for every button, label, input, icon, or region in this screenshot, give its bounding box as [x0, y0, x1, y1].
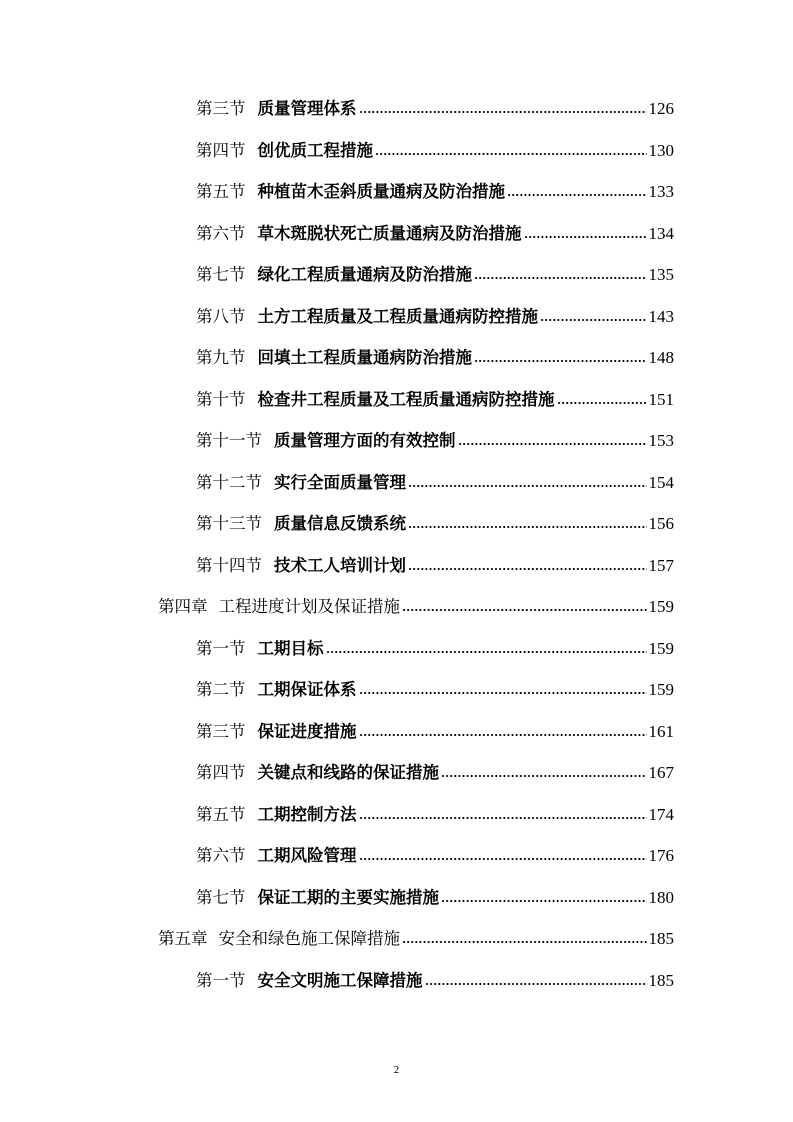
toc-entry-title: 工程进度计划及保证措施	[218, 597, 400, 616]
toc-entry-number: 第四节	[196, 763, 246, 782]
toc-entry-number: 第八节	[196, 307, 246, 326]
toc-entry[interactable]	[196, 222, 674, 246]
toc-entry[interactable]	[196, 180, 674, 204]
toc-leader-dots	[458, 441, 647, 447]
toc-entry-page: 151	[648, 390, 674, 409]
toc-entry[interactable]	[196, 803, 674, 827]
toc-entry-page: 154	[648, 473, 674, 492]
toc-entry-title: 种植苗木歪斜质量通病及防治措施	[257, 182, 505, 201]
toc-leader-dots	[557, 400, 647, 406]
toc-entry-number: 第一节	[196, 971, 246, 990]
toc-entry-title: 检查井工程质量及工程质量通病防控措施	[257, 390, 555, 409]
toc-entry-number: 第七节	[196, 265, 246, 284]
toc-leader-dots	[441, 773, 647, 779]
toc-entry-title: 绿化工程质量通病及防治措施	[257, 265, 472, 284]
toc-entry-title: 技术工人培训计划	[274, 556, 406, 575]
toc-entry-page: 156	[648, 514, 674, 533]
toc-entry-number: 第五章	[158, 929, 208, 948]
page-number: 2	[393, 1064, 400, 1076]
toc-entry-title: 工期控制方法	[257, 805, 357, 824]
toc-leader-dots	[408, 524, 647, 530]
toc-entry[interactable]	[196, 886, 674, 910]
toc-entry-title: 草木斑脱状死亡质量通病及防治措施	[257, 224, 522, 243]
toc-entry-page: 185	[648, 971, 674, 990]
toc-entry-page: 185	[648, 929, 674, 948]
toc-entry-number: 第四章	[158, 597, 208, 616]
toc-entry-title: 土方工程质量及工程质量通病防控措施	[257, 307, 538, 326]
toc-entry[interactable]	[196, 512, 674, 536]
toc-entry[interactable]	[196, 720, 674, 744]
toc-leader-dots	[474, 275, 647, 281]
toc-entry-page: 130	[648, 141, 674, 160]
toc-entry[interactable]	[196, 637, 674, 661]
toc-entry-number: 第十二节	[196, 473, 262, 492]
toc-leader-dots	[441, 898, 647, 904]
toc-entry-page: 157	[648, 556, 674, 575]
toc-entry-title: 保证工期的主要实施措施	[257, 888, 439, 907]
toc-entry[interactable]	[196, 305, 674, 329]
toc-leader-dots	[425, 981, 647, 987]
toc-entry[interactable]	[196, 471, 674, 495]
toc-entry[interactable]	[196, 554, 674, 578]
toc-entry-page: 134	[648, 224, 674, 243]
toc-entry[interactable]	[196, 388, 674, 412]
toc-entry-number: 第四节	[196, 141, 246, 160]
toc-entry-title: 保证进度措施	[257, 722, 357, 741]
toc-entry-number: 第十三节	[196, 514, 262, 533]
toc-entry-number: 第一节	[196, 639, 246, 658]
toc-entry[interactable]	[196, 263, 674, 287]
toc-leader-dots	[359, 690, 647, 696]
toc-entry-number: 第六节	[196, 224, 246, 243]
toc-entry-page: 148	[648, 348, 674, 367]
toc-entry-page: 133	[648, 182, 674, 201]
toc-entry-number: 第七节	[196, 888, 246, 907]
toc-entry-number: 第五节	[196, 182, 246, 201]
toc-chapter-entry[interactable]	[158, 595, 674, 619]
toc-entry-page: 126	[648, 99, 674, 118]
toc-leader-dots	[474, 358, 647, 364]
toc-entry-number: 第十节	[196, 390, 246, 409]
toc-entry[interactable]	[196, 346, 674, 370]
toc-entry[interactable]	[196, 844, 674, 868]
toc-entry-page: 167	[648, 763, 674, 782]
toc-entry[interactable]	[196, 97, 674, 121]
toc-entry-page: 135	[648, 265, 674, 284]
toc-leader-dots	[359, 109, 647, 115]
toc-entry-title: 安全文明施工保障措施	[257, 971, 423, 990]
toc-entry-page: 153	[648, 431, 674, 450]
toc-entry-page: 161	[648, 722, 674, 741]
toc-leader-dots	[540, 317, 647, 323]
toc-entry-title: 质量管理方面的有效控制	[274, 431, 456, 450]
toc-entry-title: 实行全面质量管理	[274, 473, 406, 492]
toc-leader-dots	[408, 566, 647, 572]
toc-entry-number: 第三节	[196, 722, 246, 741]
toc-entry[interactable]	[196, 678, 674, 702]
toc-entry-page: 143	[648, 307, 674, 326]
toc-leader-dots	[524, 234, 647, 240]
toc-leader-dots	[359, 732, 647, 738]
toc-entry-page: 176	[648, 846, 674, 865]
toc-chapter-entry[interactable]	[158, 927, 674, 951]
toc-entry-title: 工期保证体系	[257, 680, 357, 699]
toc-entry[interactable]	[196, 761, 674, 785]
toc-leader-dots	[408, 483, 647, 489]
toc-entry[interactable]	[196, 139, 674, 163]
toc-leader-dots	[359, 815, 647, 821]
toc-entry-number: 第十一节	[196, 431, 262, 450]
toc-entry-number: 第三节	[196, 99, 246, 118]
toc-entry-number: 第五节	[196, 805, 246, 824]
toc-entry-page: 174	[648, 805, 674, 824]
toc-leader-dots	[402, 939, 647, 945]
toc-entry-title: 工期目标	[257, 639, 324, 658]
toc-entry-title: 关键点和线路的保证措施	[257, 763, 439, 782]
toc-leader-dots	[507, 192, 647, 198]
toc-entry-page: 159	[648, 597, 674, 616]
toc-leader-dots	[375, 151, 647, 157]
toc-entry-title: 安全和绿色施工保障措施	[218, 929, 400, 948]
toc-entry[interactable]	[196, 969, 674, 993]
toc-entry-title: 创优质工程措施	[257, 141, 373, 160]
toc-entry-page: 180	[648, 888, 674, 907]
toc-leader-dots	[359, 856, 647, 862]
toc-entry-number: 第十四节	[196, 556, 262, 575]
toc-entry-title: 工期风险管理	[257, 846, 357, 865]
toc-entry-number: 第六节	[196, 846, 246, 865]
toc-entry-title: 回填土工程质量通病防治措施	[257, 348, 472, 367]
toc-leader-dots	[326, 649, 647, 655]
toc-entry-number: 第九节	[196, 348, 246, 367]
toc-entry-page: 159	[648, 639, 674, 658]
toc-entry[interactable]	[196, 429, 674, 453]
toc-entry-title: 质量管理体系	[257, 99, 357, 118]
toc-entry-title: 质量信息反馈系统	[274, 514, 406, 533]
toc-leader-dots	[402, 607, 647, 613]
toc-entry-page: 159	[648, 680, 674, 699]
toc-entry-number: 第二节	[196, 680, 246, 699]
